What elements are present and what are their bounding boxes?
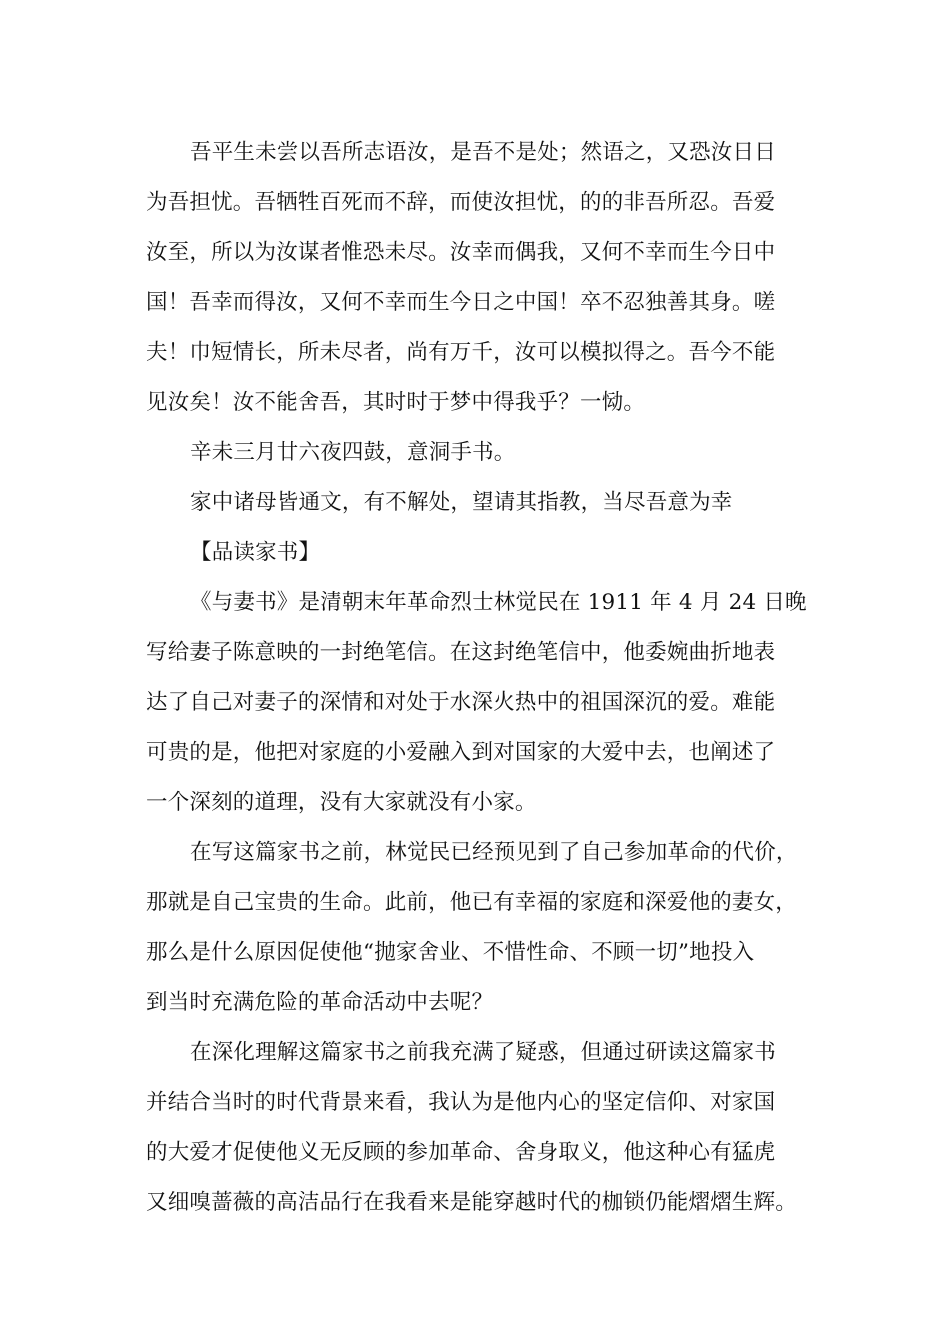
section-heading [146,528,836,578]
text-line: 一个深刻的道理，没有大家就没有小家。 [146,790,537,815]
commentary-paragraph-2 [146,828,836,1028]
text-line: 可贵的是，他把对家庭的小爱融入到对国家的大爱中去，也阐述了 [146,740,776,765]
text-line: 家中诸母皆通文，有不解处，望请其指教，当尽吾意为幸 [190,490,733,515]
text-line: 在深化理解这篇家书之前我充满了疑惑，但通过研读这篇家书 [190,1040,776,1065]
text-line: 那么是什么原因促使他“抛家舍业、不惜性命、不顾一切”地投入 [146,940,755,965]
text-line: 并结合当时的时代背景来看，我认为是他内心的坚定信仰、对家国 [146,1090,776,1115]
commentary-paragraph-1 [146,578,836,828]
text-line: 国！吾幸而得汝，又何不幸而生今日之中国！卒不忍独善其身。嗟 [146,290,776,315]
text-line: 见汝矣！汝不能舍吾，其时时于梦中得我乎？一恸。 [146,390,646,415]
text-line: 又细嗅蔷薇的高洁品行在我看来是能穿越时代的枷锁仍能熠熠生辉。 [146,1190,798,1215]
text-line: 《与妻书》是清朝末年革命烈士林觉民在 1911 年 4 月 24 日晚 [190,590,807,615]
text-line: 汝至，所以为汝谋者惟恐未尽。汝幸而偶我，又何不幸而生今日中 [146,240,776,265]
text-line: 写给妻子陈意映的一封绝笔信。在这封绝笔信中，他委婉曲折地表 [146,640,776,665]
text-line: 辛未三月廿六夜四鼓，意洞手书。 [190,440,516,465]
text-line: 吾平生未尝以吾所志语汝，是吾不是处；然语之，又恐汝日日 [190,140,776,165]
text-line: 到当时充满危险的革命活动中去呢？ [146,990,494,1015]
commentary-paragraph-3 [146,1028,836,1228]
text-line: 为吾担忧。吾牺牲百死而不辞，而使汝担忧，的的非吾所忍。吾爱 [146,190,776,215]
letter-signature [146,428,836,478]
text-line: 达了自己对妻子的深情和对处于水深火热中的祖国深沉的爱。难能 [146,690,776,715]
document-body [146,128,836,1228]
text-line: 在写这篇家书之前，林觉民已经预见到了自己参加革命的代价， [190,840,798,865]
text-line: 的大爱才促使他义无反顾的参加革命、舍身取义，他这种心有猛虎 [146,1140,776,1165]
letter-postscript [146,478,836,528]
text-line: 夫！巾短情长，所未尽者，尚有万千，汝可以模拟得之。吾今不能 [146,340,776,365]
text-line: 那就是自己宝贵的生命。此前，他已有幸福的家庭和深爱他的妻女， [146,890,798,915]
letter-paragraph-1 [146,128,836,428]
section-title: 【品读家书】 [190,540,321,565]
